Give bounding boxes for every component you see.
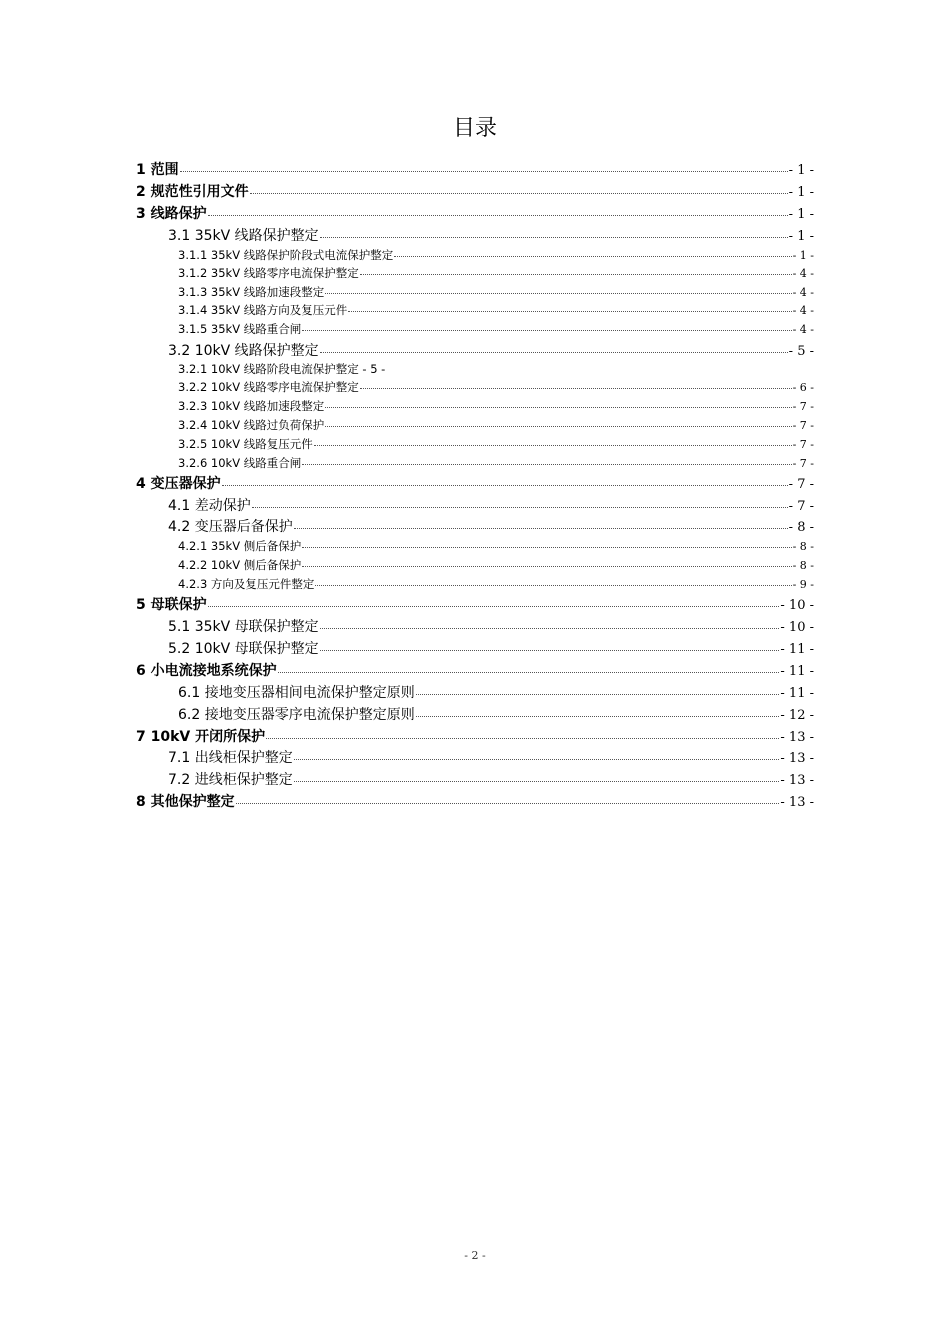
toc-entry[interactable] [178, 436, 814, 453]
toc-entry-label: 4.2.3 方向及复压元件整定 [178, 577, 315, 591]
toc-entry[interactable] [136, 204, 814, 225]
toc-entry[interactable] [178, 379, 814, 396]
toc-entry-page: - 7 - [788, 477, 814, 492]
toc-entry-page: - 1 - [788, 229, 814, 244]
toc-entry-page: - 10 - [780, 598, 814, 613]
dot-leader [236, 803, 780, 804]
dot-leader [360, 388, 792, 389]
toc-entry[interactable] [168, 748, 814, 769]
toc-entry-label: 3.2.3 10kV 线路加速段整定 [178, 399, 325, 413]
toc-entry-label: 6.1 接地变压器相间电流保护整定原则 [178, 685, 415, 701]
toc-entry-label: 8 其他保护整定 [136, 794, 235, 810]
toc-entry-page: - 13 - [780, 795, 814, 810]
toc-entry-page: - 6 - [792, 381, 814, 394]
toc-entry[interactable] [136, 792, 814, 813]
toc-entry[interactable] [136, 661, 814, 682]
toc-entry-label: 3.1 35kV 线路保护整定 [168, 228, 319, 244]
page-number: - 2 - [464, 1249, 486, 1262]
toc-entry-label: 5 母联保护 [136, 597, 207, 613]
toc-entry[interactable] [178, 265, 814, 282]
dot-leader [394, 256, 791, 257]
toc-entry-page: - 4 - [792, 267, 814, 280]
dot-leader [302, 566, 791, 567]
dot-leader [266, 738, 779, 739]
toc-entry-label: 3 线路保护 [136, 206, 207, 222]
toc-entry[interactable] [178, 683, 814, 704]
dot-leader [294, 759, 780, 760]
dot-leader [325, 426, 791, 427]
toc-entry-page: - 4 - [792, 286, 814, 299]
toc-entry-page: - 8 - [792, 559, 814, 572]
toc-entry[interactable] [178, 321, 814, 338]
dot-leader [320, 628, 780, 629]
toc-entry[interactable] [168, 517, 814, 538]
toc-entry-label: 3.1.4 35kV 线路方向及复压元件 [178, 303, 348, 317]
toc-entry-label: 7.2 进线柜保护整定 [168, 772, 293, 788]
dot-leader [315, 585, 791, 586]
toc-entry-label: 6.2 接地变压器零序电流保护整定原则 [178, 707, 415, 723]
toc-entry-label: 4.2 变压器后备保护 [168, 519, 293, 535]
toc-entry-page: - 8 - [788, 520, 814, 535]
toc-entry[interactable] [178, 705, 814, 726]
dot-leader [314, 445, 792, 446]
toc-entry-label: 3.1.1 35kV 线路保护阶段式电流保护整定 [178, 248, 394, 262]
dot-leader [252, 507, 788, 508]
toc-entry[interactable] [178, 302, 814, 319]
dot-leader [222, 485, 788, 486]
toc-entry[interactable] [136, 182, 814, 203]
toc-entry-page: - 4 - [792, 304, 814, 317]
toc-entry-label: 3.2.2 10kV 线路零序电流保护整定 [178, 380, 359, 394]
dot-leader [302, 330, 791, 331]
toc-entry[interactable] [178, 557, 814, 574]
toc-entry-page: - 7 - [792, 400, 814, 413]
toc-entry-label: 5.2 10kV 母联保护整定 [168, 641, 319, 657]
toc-entry-page: - 4 - [792, 323, 814, 336]
toc-entry-page: - 11 - [780, 686, 814, 701]
toc-entry-label: 3.2.1 10kV 线路阶段电流保护整定 - 5 - [178, 362, 386, 376]
dot-leader [208, 215, 788, 216]
toc-entry-label: 6 小电流接地系统保护 [136, 663, 277, 679]
dot-leader [416, 716, 780, 717]
toc-entry-label: 3.2.4 10kV 线路过负荷保护 [178, 418, 325, 432]
toc-entry-label: 3.1.2 35kV 线路零序电流保护整定 [178, 266, 359, 280]
toc-entry-page: - 1 - [788, 185, 814, 200]
toc-entry-page: - 10 - [780, 620, 814, 635]
toc-entry[interactable] [178, 361, 814, 377]
toc-entry[interactable] [178, 417, 814, 434]
toc-entry-label: 7.1 出线柜保护整定 [168, 750, 293, 766]
toc-entry-page: - 1 - [792, 249, 814, 262]
toc-entry-label: 4 变压器保护 [136, 476, 221, 492]
toc-entry-page: - 11 - [780, 664, 814, 679]
toc-entry-page: - 7 - [788, 499, 814, 514]
toc-entry-page: - 8 - [792, 540, 814, 553]
toc-entry[interactable] [168, 617, 814, 638]
toc-entry[interactable] [178, 455, 814, 472]
toc-entry[interactable] [136, 595, 814, 616]
toc-entry-page: - 7 - [792, 438, 814, 451]
toc-entry-label: 5.1 35kV 母联保护整定 [168, 619, 319, 635]
toc-entry[interactable] [178, 398, 814, 415]
toc-entry-page: - 5 - [788, 344, 814, 359]
toc-entry-label: 4.1 差动保护 [168, 498, 251, 514]
toc-entry[interactable] [168, 496, 814, 517]
toc-entry[interactable] [168, 341, 814, 362]
toc-entry-label: 3.2.5 10kV 线路复压元件 [178, 437, 313, 451]
toc-entry[interactable] [136, 160, 814, 181]
toc-entry-page: - 7 - [792, 419, 814, 432]
toc-entry-page: - 1 - [788, 163, 814, 178]
dot-leader [180, 171, 788, 172]
dot-leader [320, 352, 788, 353]
toc-entry-label: 7 10kV 开闭所保护 [136, 729, 266, 745]
toc-entry-page: - 9 - [792, 578, 814, 591]
toc-entry-label: 3.1.5 35kV 线路重合闸 [178, 322, 302, 336]
toc-entry-page: - 7 - [792, 457, 814, 470]
toc-title: 目录 [452, 116, 497, 141]
toc-entry[interactable] [168, 770, 814, 791]
dot-leader [360, 274, 792, 275]
dot-leader [325, 407, 791, 408]
toc-entry-label: 4.2.2 10kV 侧后备保护 [178, 558, 302, 572]
dot-leader [278, 672, 780, 673]
toc-entry[interactable] [136, 727, 814, 748]
dot-leader [348, 311, 791, 312]
toc-entry[interactable] [168, 639, 814, 660]
toc-entry[interactable] [178, 576, 814, 593]
toc-entry-page: - 11 - [780, 642, 814, 657]
dot-leader [302, 547, 791, 548]
dot-leader [208, 606, 780, 607]
dot-leader [320, 650, 780, 651]
toc-entry-page: - 12 - [780, 708, 814, 723]
toc-entry[interactable] [136, 474, 814, 495]
toc-entry[interactable] [178, 538, 814, 555]
toc-entry-label: 3.2 10kV 线路保护整定 [168, 343, 319, 359]
dot-leader [416, 694, 780, 695]
toc-entry-label: 3.2.6 10kV 线路重合闸 [178, 456, 302, 470]
toc-entry-label: 3.1.3 35kV 线路加速段整定 [178, 285, 325, 299]
dot-leader [250, 193, 788, 194]
toc-entry-label: 2 规范性引用文件 [136, 184, 249, 200]
toc-entry-label: 1 范围 [136, 162, 179, 178]
toc-entry-page: - 13 - [780, 773, 814, 788]
dot-leader [325, 293, 791, 294]
dot-leader [302, 464, 791, 465]
dot-leader [320, 237, 788, 238]
toc-entry[interactable] [168, 226, 814, 247]
toc-entry-label: 4.2.1 35kV 侧后备保护 [178, 539, 302, 553]
toc-entry-page: - 1 - [788, 207, 814, 222]
toc-entry-page: - 13 - [780, 730, 814, 745]
toc-entry-page: - 13 - [780, 751, 814, 766]
dot-leader [294, 528, 788, 529]
dot-leader [294, 781, 780, 782]
toc-entry[interactable] [178, 247, 814, 264]
toc-entry[interactable] [178, 284, 814, 301]
